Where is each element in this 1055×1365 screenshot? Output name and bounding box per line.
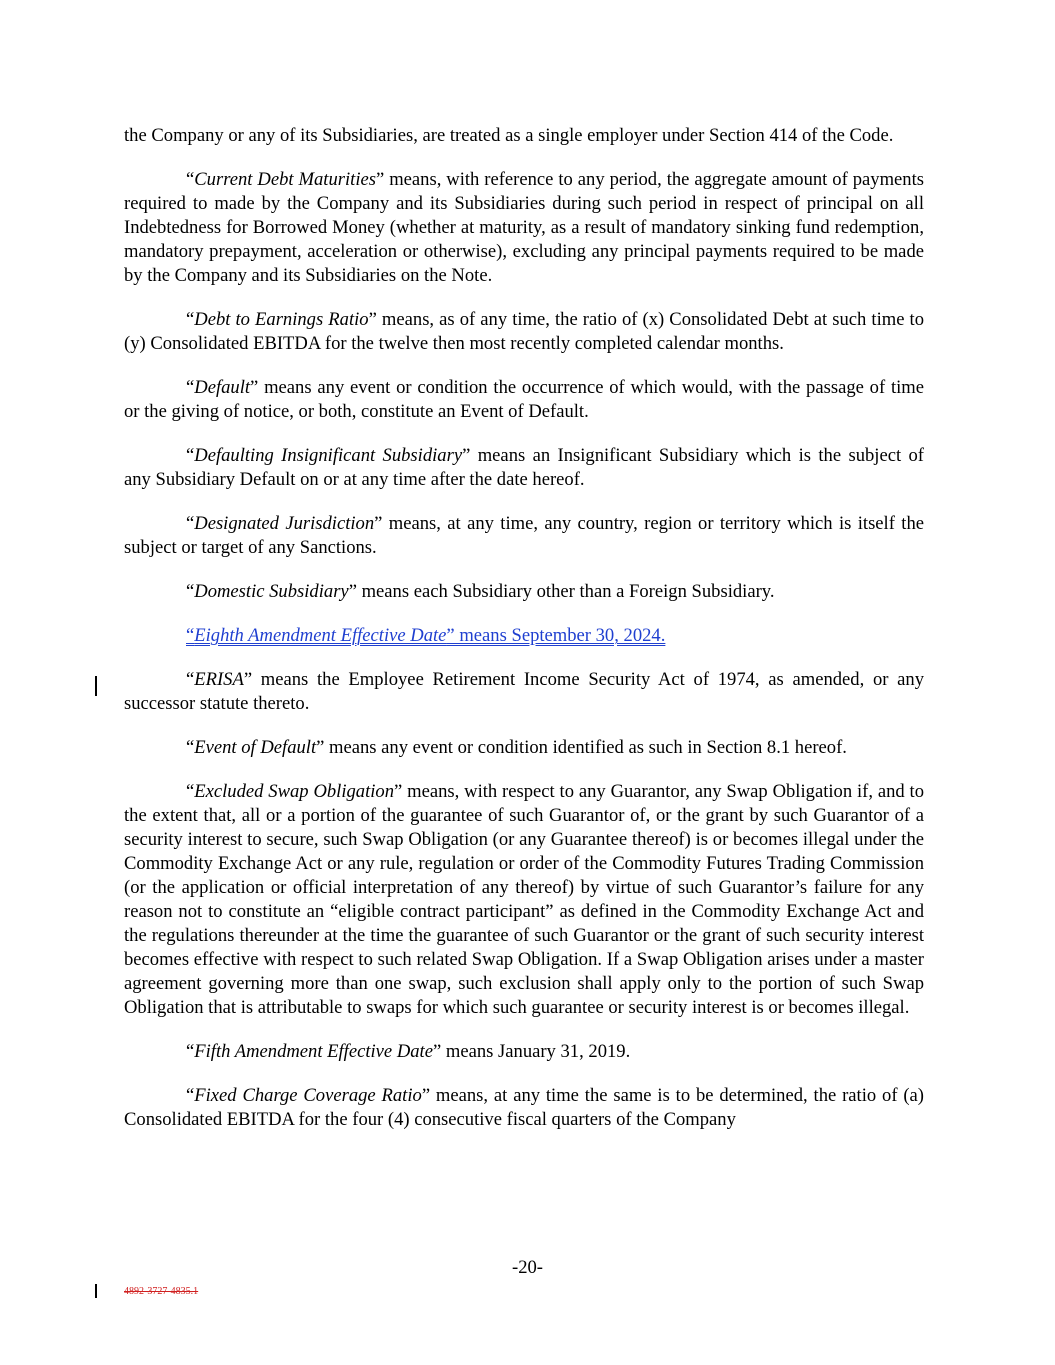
defined-term: Designated Jurisdiction xyxy=(194,513,375,534)
open-quote: “ xyxy=(186,781,195,802)
open-quote: “ xyxy=(186,377,195,398)
document-page xyxy=(124,124,924,1132)
open-quote: “ xyxy=(186,669,195,690)
defined-term: Fixed Charge Coverage Ratio xyxy=(194,1085,422,1106)
definition-excluded-swap-obligation xyxy=(124,780,924,1020)
definition-text: ” means, with respect to any Guarantor, any Swap Obligation if, and to the extent that, all or a portion of the guarantee of such Guarantor of, or the grant by such Guarantor of a security interest to secure, such Swap Obligation (or any Guarantee thereof) is or becomes illegal under the Commodity Exchange Act or any rule, regulation or order of the Commodity Futures Trading Commission (or the application or official interpretation of any thereof) by virtue of such Guarantor’s failure for any reason not to constitute an “eligible contract participant” as defined in the Commodity Exchange Act and the regulations thereunder at the time the guarantee of such Guarantor or the grant of such security interest becomes effective with respect to such related Swap Obligation. If a Swap Obligation arises under a master agreement governing more than one swap, such exclusion shall apply only to the portion of such Swap Obligation that is attributable to swaps for which such guarantee or security interest is or becomes illegal. xyxy=(124,781,924,1018)
document-id: 4892-3727-4835.1 xyxy=(124,1286,199,1297)
revision-change-bar-footer xyxy=(95,1284,97,1298)
definition-text: ” means, with reference to any period, the aggregate amount of payments required to made by the Company and its Subsidiaries during such period in respect of principal on all Indebtedness for Borrowed Money (whether at maturity, as a result of mandatory sinking fund redemption, mandatory prepayment, acceleration or otherwise), excluding any principal payments required to be made by the Company and its Subsidiaries on the Note. xyxy=(124,169,925,286)
open-quote: “ xyxy=(186,169,195,190)
defined-term: Domestic Subsidiary xyxy=(194,581,349,602)
definition-text: ” means, at any time, any country, region or territory which is itself the subject or target of any Sanctions. xyxy=(124,513,924,558)
definition-text: ” means September 30, 2024. xyxy=(446,625,666,646)
definition-text: ” means, as of any time, the ratio of (x) Consolidated Debt at such time to (y) Consolidated EBITDA for the twelve then most recently completed calendar months. xyxy=(124,309,924,354)
defined-term: Event of Default xyxy=(194,737,317,758)
defined-term: Excluded Swap Obligation xyxy=(194,781,395,802)
definition-text: ” means any event or condition the occurrence of which would, with the passage of time or the giving of notice, or both, constitute an Event of Default. xyxy=(124,377,924,422)
definition-designated-jurisdiction xyxy=(124,512,924,560)
page-number: -20- xyxy=(512,1257,543,1278)
defined-term: ERISA xyxy=(194,669,244,690)
definition-event-of-default xyxy=(124,736,924,760)
definition-current-debt-maturities xyxy=(124,168,924,288)
open-quote: “ xyxy=(186,581,195,602)
definition-text: ” means an Insignificant Subsidiary which is the subject of any Subsidiary Default on or at any time after the date hereof. xyxy=(124,445,924,490)
definition-eighth-amendment-effective-date xyxy=(124,624,924,648)
definition-text: ” means any event or condition identified as such in Section 8.1 hereof. xyxy=(316,737,847,758)
definition-defaulting-insignificant-subsidiary xyxy=(124,444,924,492)
definition-text: ” means the Employee Retirement Income Security Act of 1974, as amended, or any successor statute thereto. xyxy=(124,669,924,714)
defined-term: Default xyxy=(194,377,251,398)
open-quote: “ xyxy=(186,1085,195,1106)
open-quote: “ xyxy=(186,445,195,466)
definition-debt-to-earnings-ratio xyxy=(124,308,924,356)
defined-term: Current Debt Maturities xyxy=(194,169,376,190)
definition-text: ” means each Subsidiary other than a Foreign Subsidiary. xyxy=(348,581,775,602)
defined-term: Debt to Earnings Ratio xyxy=(194,309,369,330)
open-quote: “ xyxy=(186,513,195,534)
open-quote: “ xyxy=(186,309,195,330)
open-quote: “ xyxy=(186,737,195,758)
open-quote: “ xyxy=(186,625,195,646)
definition-text: ” means, at any time the same is to be determined, the ratio of (a) Consolidated EBITDA for the four (4) consecutive fiscal quarters of the Company xyxy=(124,1085,924,1130)
definition-erisa xyxy=(124,668,924,716)
defined-term: Defaulting Insignificant Subsidiary xyxy=(194,445,463,466)
paragraph-text: the Company or any of its Subsidiaries, are treated as a single employer under Section 414 of the Code. xyxy=(124,125,894,146)
definition-text: ” means January 31, 2019. xyxy=(432,1041,631,1062)
revision-change-bar xyxy=(95,676,97,696)
definition-default xyxy=(124,376,924,424)
defined-term: Eighth Amendment Effective Date xyxy=(194,625,447,646)
paragraph-erisa-affiliate-continuation xyxy=(124,124,924,148)
open-quote: “ xyxy=(186,1041,195,1062)
definition-domestic-subsidiary xyxy=(124,580,924,604)
definition-fixed-charge-coverage-ratio xyxy=(124,1084,924,1132)
definition-fifth-amendment-effective-date xyxy=(124,1040,924,1064)
defined-term: Fifth Amendment Effective Date xyxy=(194,1041,433,1062)
